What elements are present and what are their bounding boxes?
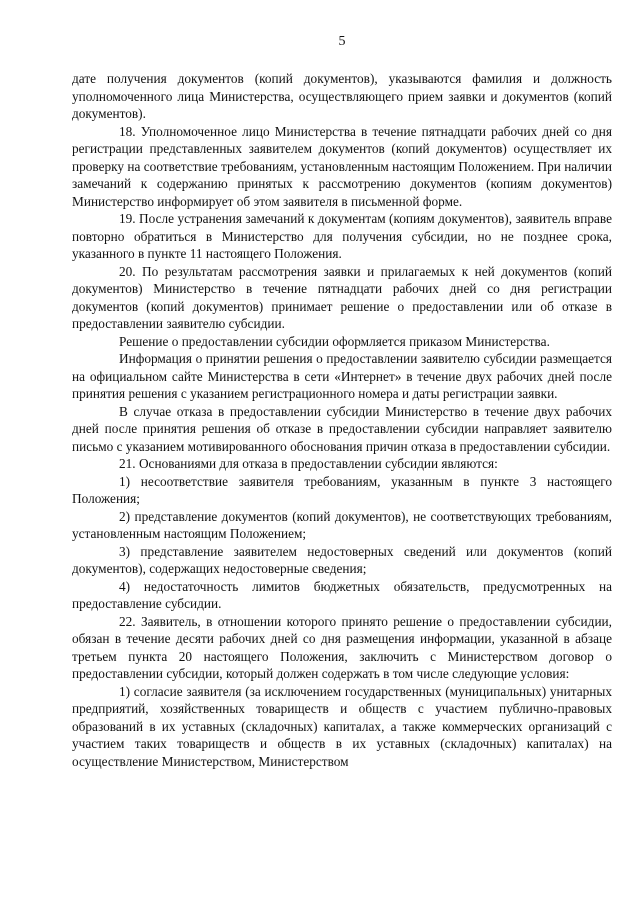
paragraph: 4) недостаточность лимитов бюджетных обязательств, предусмотренных на предоставление субсидии. [72,578,612,611]
paragraph: 1) согласие заявителя (за исключением государственных (муниципальных) унитарных предприятий, хозяйственных товариществ и обществ с участием публично-правовых образований в их уставных (складочных) капиталах, а также коммерческих организаций с участием таких товариществ и обществ в их уставных (складочных) капиталах) на осуществление Министерством, Министерством [72,683,612,769]
paragraph: 1) несоответствие заявителя требованиям, указанным в пункте 3 настоящего Положения; [72,473,612,506]
paragraph: 18. Уполномоченное лицо Министерства в течение пятнадцати рабочих дней со дня регистрации представленных заявителем документов (копий документов) осуществляет их проверку на соответствие требованиям, установленным настоящим Положением. При наличии замечаний к содержанию принятых к рассмотрению документов (копиям документов) Министерство информирует об этом заявителя в письменной форме. [72,123,612,209]
paragraph: Решение о предоставлении субсидии оформляется приказом Министерства. [119,333,550,349]
paragraph: 19. После устранения замечаний к документам (копиям документов), заявитель вправе повторно обратиться в Министерство для получения субсидии, но не позднее срока, указанного в пункте 11 настоящего Положения. [72,211,612,261]
document-page [72,0,612,905]
paragraph: 3) представление заявителем недостоверных сведений или документов (копий документов), содержащих недостоверные сведения; [72,543,612,576]
page-number: 5 [338,34,346,49]
paragraph: 21. Основаниями для отказа в предоставлении субсидии являются: [119,456,498,471]
paragraph: дате получения документов (копий документов), указываются фамилия и должность уполномоченного лица Министерства, осуществляющего прием заявки и документов (копий документов). [72,71,612,121]
paragraph: Информация о принятии решения о предоставлении заявителю субсидии размещается на официальном сайте Министерства в сети «Интернет» в течение двух рабочих дней после принятия решения с указанием регистрационного номера и даты регистрации заявки. [72,351,612,401]
paragraph: 2) представление документов (копий документов), не соответствующих требованиям, установленным настоящим Положением; [72,508,612,541]
paragraph: 20. По результатам рассмотрения заявки и прилагаемых к ней документов (копий документов) Министерство в течение пятнадцати рабочих дней со дня регистрации документов (копий документов) принимает решение о предоставлении или об отказе в предоставлении заявителю субсидии. [72,263,612,331]
document-body [72,70,612,770]
paragraph: 22. Заявитель, в отношении которого принято решение о предоставлении субсидии, обязан в течение десяти рабочих дней со дня размещения информации, указанной в абзаце третьем пункта 20 настоящего Положения, заключить с Министерством договор о предоставлении субсидии, который должен содержать в том числе следующие условия: [72,613,612,681]
paragraph: В случае отказа в предоставлении субсидии Министерство в течение двух рабочих дней после принятия решения об отказе в предоставлении субсидии направляет заявителю письмо с указанием мотивированного обоснования причин отказа в предоставлении субсидии. [72,403,612,454]
